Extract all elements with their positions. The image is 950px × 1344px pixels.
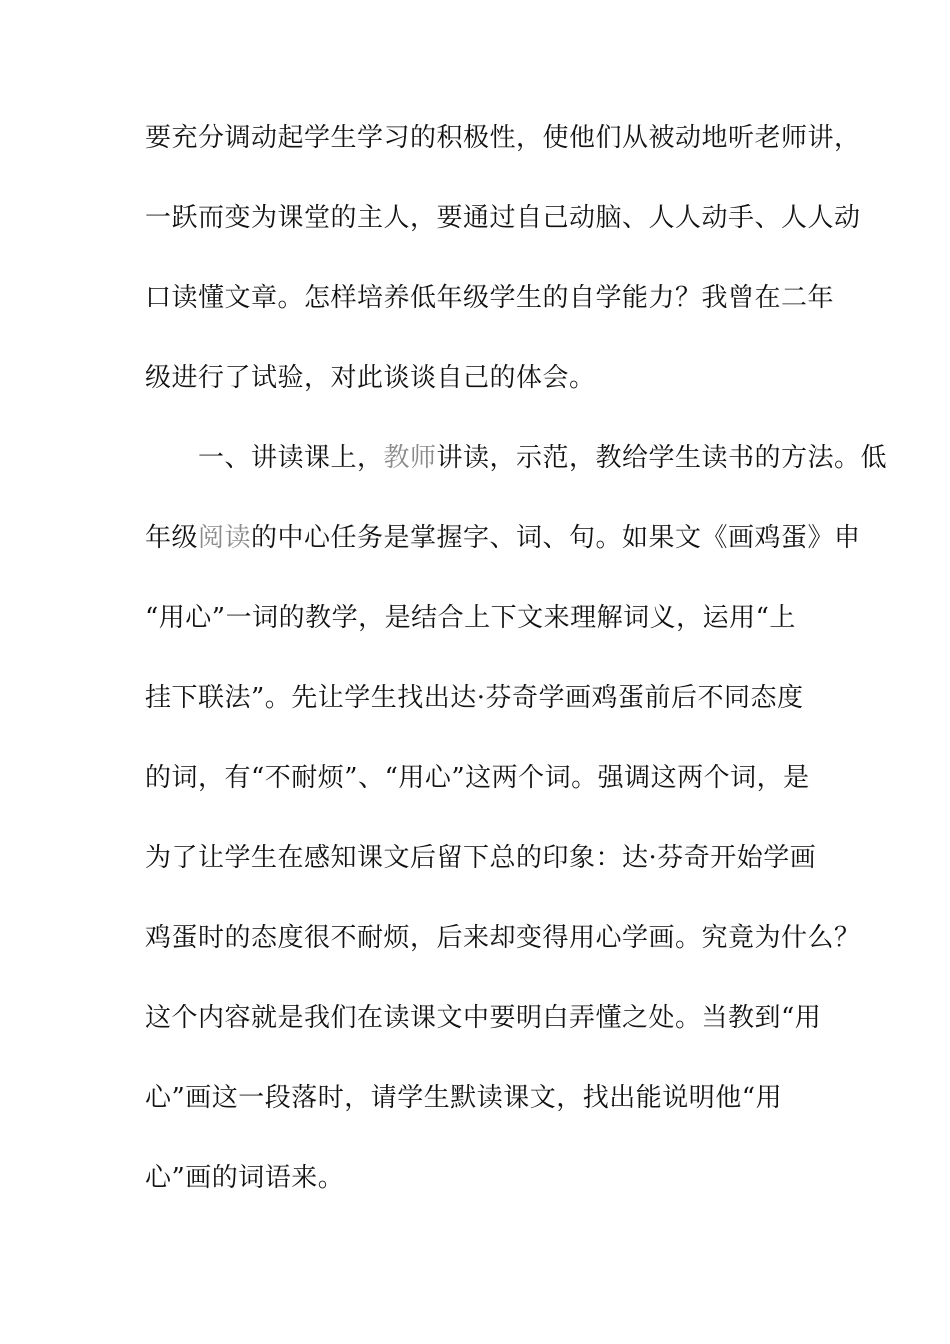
text-segment: 讲读，示范，教给学生读书的方法。低 bbox=[436, 443, 888, 473]
text-segment: 一、讲读课上， bbox=[198, 443, 384, 473]
paragraph-line: 一跃而变为课堂的主人，要通过自己动脑、人人动手、人人动 bbox=[145, 203, 861, 233]
paragraph-line: 鸡蛋时的态度很不耐烦，后来却变得用心学画。究竟为什么？ bbox=[145, 923, 861, 953]
section-one-second-line bbox=[145, 518, 861, 558]
paragraph-line: 心”画这一段落时，请学生默读课文，找出能说明他“用 bbox=[145, 1083, 783, 1113]
text-segment: 年级 bbox=[145, 523, 199, 553]
paragraph-line: 挂下联法”。先让学生找出达·芬奇学画鸡蛋前后不同态度 bbox=[145, 683, 804, 713]
paragraph-line: 的词，有“不耐烦”、“用心”这两个词。强调这两个词，是 bbox=[145, 763, 810, 793]
paragraph-line: “用心”一词的教学，是结合上下文来理解词义，运用“上 bbox=[145, 603, 796, 633]
paragraph-line: 级进行了试验，对此谈谈自己的体会。 bbox=[145, 363, 596, 393]
paragraph-line: 心”画的词语来。 bbox=[145, 1163, 345, 1193]
paragraph-line: 要充分调动起学生学习的积极性，使他们从被动地听老师讲， bbox=[145, 123, 861, 153]
paragraph-line: 口读懂文章。怎样培养低年级学生的自学能力？我曾在二年 bbox=[145, 283, 835, 313]
section-one-first-line bbox=[198, 438, 888, 478]
paragraph-line: 为了让学生在感知课文后留下总的印象：达·芬奇开始学画 bbox=[145, 843, 817, 873]
paragraph-line: 这个内容就是我们在读课文中要明白弄懂之处。当教到“用 bbox=[145, 1003, 822, 1033]
highlighted-term: 教师 bbox=[383, 443, 437, 473]
text-segment: 的中心任务是掌握字、词、句。如果文《画鸡蛋》申 bbox=[251, 523, 861, 553]
highlighted-term: 阅读 bbox=[198, 523, 252, 553]
